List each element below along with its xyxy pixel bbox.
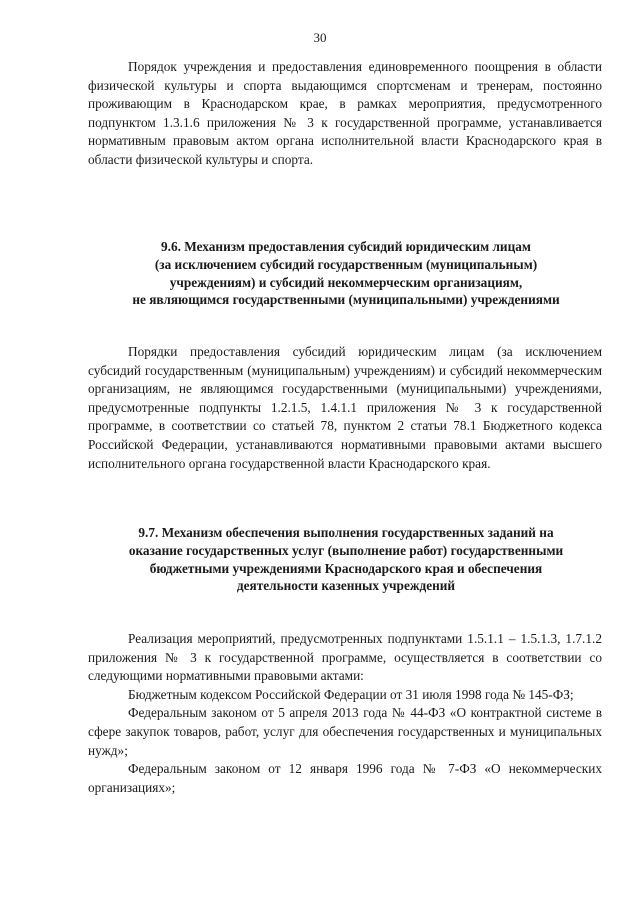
- paragraph-text: Реализация мероприятий, предусмотренных подпунктами 1.5.1.1 – 1.5.1.3, 1.7.1.2 приложения № 3 к государственной программе, осуществляется в соответствии со следующими нормативными правовыми актами:: [88, 631, 602, 684]
- heading-line: (за исключением субсидий государственным (муниципальным): [154, 256, 538, 272]
- legal-act-item: Бюджетным кодексом Российской Федерации от 31 июля 1998 года № 145-ФЗ;: [128, 686, 574, 702]
- heading-line: деятельности казенных учреждений: [236, 578, 456, 594]
- heading-line: бюджетными учреждениями Краснодарского края и обеспечения: [149, 560, 543, 576]
- heading-line: учреждениям) и субсидий некоммерческим организациям,: [169, 274, 523, 290]
- heading-line: 9.7. Механизм обеспечения выполнения государственных заданий на: [138, 525, 554, 540]
- paragraph-text: Порядки предоставления субсидий юридическим лицам (за исключением субсидий государственным (муниципальным) учреждениям) и субсидий некоммерческим организациям, не являющимся государственными (муниципальными) учреждениями, предусмотренные подпункты 1.2.1.5, 1.4.1.1 приложения № 3 к государственной программе, в соответствии со статьей 78, пунктом 2 статьи 78.1 Бюджетного кодекса Российской Федерации, устанавливаются нормативными правовыми актами высшего исполнительного органа государственной власти Краснодарского края.: [88, 344, 602, 471]
- page-number: 30: [313, 30, 327, 45]
- heading-line: оказание государственных услуг (выполнение работ) государственными: [128, 542, 564, 558]
- legal-act-item: Федеральным законом от 12 января 1996 года № 7-ФЗ «О некоммерческих организациях»;: [88, 761, 602, 795]
- heading-line: 9.6. Механизм предоставления субсидий юридическим лицам: [161, 239, 531, 254]
- section-9-6-heading: [96, 238, 596, 309]
- section-9-6-body: [88, 343, 602, 473]
- heading-line: не являющимся государственными (муниципальными) учреждениями: [132, 292, 560, 308]
- section-9-7-heading: [96, 524, 596, 595]
- paragraph-text: Порядок учреждения и предоставления единовременного поощрения в области физической культуры и спорта выдающимся спортсменам и тренерам, постоянно проживающим в Краснодарском крае, в рамках мероприятия, предусмотренного подпунктом 1.3.1.6 приложения № 3 к государственной программе, устанавливается нормативным правовым актом органа исполнительной власти Краснодарского края в области физической культуры и спорта.: [88, 59, 602, 167]
- section-9-7-body: [88, 630, 602, 797]
- legal-act-item: Федеральным законом от 5 апреля 2013 года № 44-ФЗ «О контрактной системе в сфере закупок товаров, работ, услуг для обеспечения государственных и муниципальных нужд»;: [88, 705, 602, 758]
- paragraph-award-procedure: [88, 58, 602, 170]
